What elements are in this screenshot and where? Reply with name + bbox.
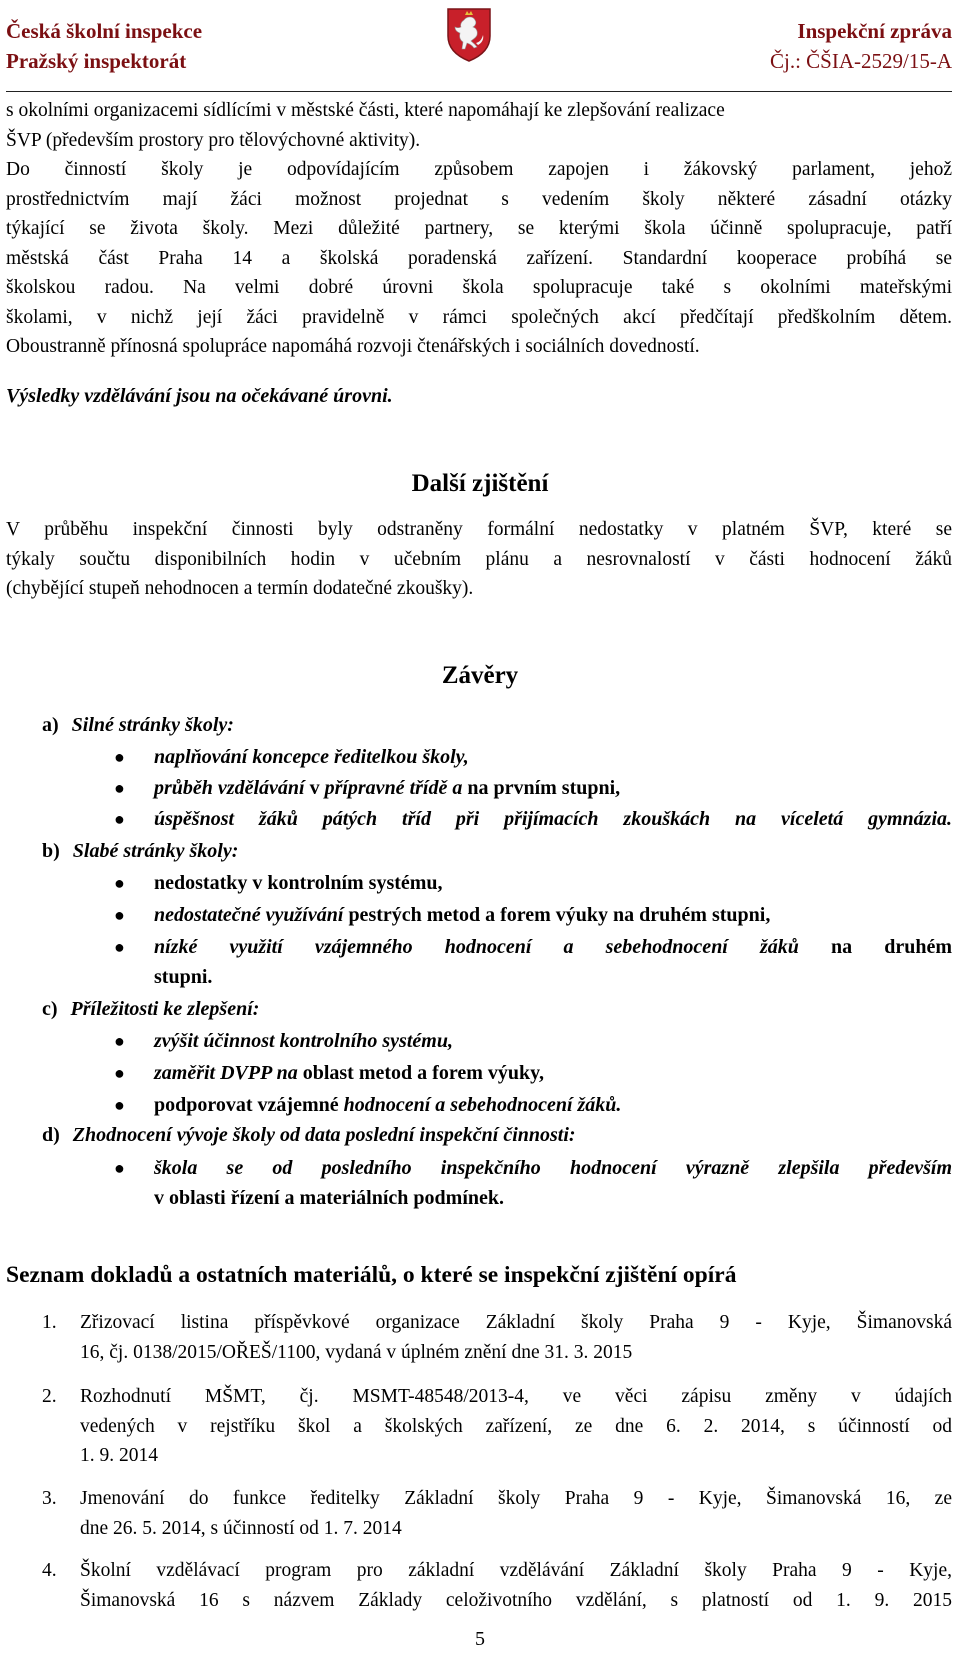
bullet-item	[154, 773, 952, 803]
org-unit: Pražský inspektorát	[6, 49, 187, 73]
bullet-icon: ●	[114, 937, 125, 957]
czech-lion-crest-icon	[445, 6, 493, 62]
section-heading-zavery: Závěry	[441, 662, 519, 689]
text-line: Školní vzdělávací program pro základní vzdělávání Základní školy Praha 9 - Kyje,	[80, 1560, 952, 1581]
section-heading-dalsi-zjisteni: Další zjištění	[411, 470, 549, 497]
bullet-text-italic: nedostatečné využívání	[154, 904, 344, 926]
text-line: stupni.	[154, 966, 213, 988]
list-item	[80, 1382, 952, 1471]
text-line: V průběhu inspekční činnosti byly odstraněny formální nedostatky v platném ŠVP, které se	[6, 519, 952, 540]
text-line: městská část Praha 14 a školská poradenská zařízení. Standardní kooperace probíhá se	[6, 247, 952, 269]
list-label-d	[42, 1120, 576, 1150]
section-heading-seznam: Seznam dokladů a ostatních materiálů, o které se inspekční zjištění opírá	[6, 1262, 737, 1288]
text-line: Rozhodnutí MŠMT, čj. MSMT-48548/2013-4, ve věci zápisu změny v údajích	[80, 1386, 952, 1407]
header-divider	[6, 91, 952, 92]
reference-number: Čj.: ČŠIA-2529/15-A	[769, 49, 952, 73]
label-title: Zhodnocení vývoje školy od data poslední inspekční činnosti:	[72, 1124, 576, 1146]
text-line: úspěšnost žáků pátých tříd při přijímacích zkouškách na víceletá gymnázia.	[154, 808, 952, 830]
label-title: Silné stránky školy:	[71, 714, 234, 736]
list-number: 3.	[42, 1488, 57, 1509]
text-line: škola se od posledního inspekčního hodnocení výrazně zlepšila především	[154, 1157, 952, 1179]
bullet-item: zvýšit účinnost kontrolního systému,	[154, 1030, 453, 1052]
list-label-a	[42, 710, 234, 740]
label-letter: d)	[42, 1124, 60, 1146]
label-letter: a)	[42, 714, 59, 736]
document-type: Inspekční zpráva	[797, 19, 952, 43]
bullet-text-italic: přípravné třídě a	[324, 777, 463, 799]
text-line: vedených v rejstříku škol a školských zařízení, ze dne 6. 2. 2014, s účinností od	[80, 1415, 952, 1437]
list-item	[80, 1308, 952, 1367]
text-line: Šimanovská 16 s názvem Základy celoživotního vzdělání, s platností od 1. 9. 2015	[80, 1589, 952, 1611]
bullet-item: naplňování koncepce ředitelkou školy,	[154, 746, 469, 768]
bullet-text-italic: hodnocení a sebehodnocení žáků.	[343, 1094, 622, 1116]
bullet-icon: ●	[114, 873, 125, 893]
bullet-icon: ●	[114, 809, 125, 829]
dalsi-paragraph	[6, 515, 952, 604]
list-item	[80, 1556, 952, 1615]
text-line: týkající se života školy. Mezi důležité partnery, se kterými škola účinně spolupracuje, patří	[6, 218, 952, 239]
intro-paragraph	[6, 96, 952, 362]
text-line	[154, 932, 952, 962]
org-name: Česká školní inspekce	[6, 19, 203, 43]
list-number: 1.	[42, 1312, 57, 1333]
bullet-icon: ●	[114, 1158, 125, 1178]
text-line: Zřizovací listina příspěvkové organizace Základní školy Praha 9 - Kyje, Šimanovská	[80, 1312, 952, 1333]
text-line: dne 26. 5. 2014, s účinností od 1. 7. 2014	[80, 1517, 402, 1539]
text-line: školami, v nichž její žáci pravidelně v rámci společných akcí předčítají předškolním dětem.	[6, 306, 952, 328]
bullet-text: podporovat vzájemné	[154, 1094, 344, 1116]
text-line: 1. 9. 2014	[80, 1445, 158, 1466]
text-line: ŠVP (především prostory pro tělovýchovné aktivity).	[6, 129, 421, 151]
text-line: Jmenování do funkce ředitelky Základní školy Praha 9 - Kyje, Šimanovská 16, ze	[80, 1488, 952, 1509]
text-line: (chybějící stupeň nehodnocen a termín dodatečné zkoušky).	[6, 578, 474, 599]
page-header	[6, 16, 952, 84]
bullet-item	[154, 1090, 952, 1120]
bullet-text: pestrých metod a forem výuky na druhém stupni,	[343, 904, 771, 926]
label-letter: b)	[42, 840, 60, 862]
bullet-item	[154, 900, 952, 930]
header-document-info	[770, 16, 952, 76]
results-conclusion: Výsledky vzdělávání jsou na očekávané úrovni.	[6, 385, 393, 407]
bullet-icon: ●	[114, 1031, 125, 1051]
page-number: 5	[475, 1628, 485, 1650]
text-line: v oblasti řízení a materiálních podmínek.	[154, 1187, 504, 1209]
bullet-icon: ●	[114, 905, 125, 925]
bullet-item	[154, 804, 952, 834]
list-number: 4.	[42, 1560, 57, 1581]
list-label-b	[42, 836, 238, 866]
bullet-item	[154, 1153, 952, 1213]
bullet-text-italic: průběh vzdělávání	[154, 777, 305, 799]
text-line: Do činností školy je odpovídajícím způsobem zapojen i žákovský parlament, jehož	[6, 159, 952, 180]
bullet-item: nedostatky v kontrolním systému,	[154, 872, 443, 894]
text-line: 16, čj. 0138/2015/OŘEŠ/1100, vydaná v úplném znění dne 31. 3. 2015	[80, 1341, 633, 1363]
bullet-icon: ●	[114, 747, 125, 767]
list-label-c	[42, 994, 259, 1024]
text-line: týkaly součtu disponibilních hodin v učebním plánu a nesrovnalostí v části hodnocení žáků	[6, 548, 952, 570]
bullet-text-italic: zaměřit DVPP na	[154, 1062, 298, 1084]
label-letter: c)	[42, 998, 58, 1020]
text-line: prostřednictvím mají žáci možnost projednat s vedením školy některé zásadní otázky	[6, 188, 952, 210]
list-item	[80, 1484, 952, 1543]
text-line: s okolními organizacemi sídlícími v městské části, které napomáhají ke zlepšování realizace	[6, 100, 725, 121]
bullet-text: na prvním stupni,	[462, 777, 621, 799]
bullet-text: v	[304, 777, 325, 799]
bullet-item	[154, 932, 952, 992]
header-organization	[6, 16, 202, 76]
text-line: Oboustranně přínosná spolupráce napomáhá rozvoji čtenářských i sociálních dovedností.	[6, 336, 700, 357]
bullet-icon: ●	[114, 1063, 125, 1083]
text-line: školskou radou. Na velmi dobré úrovni škola spolupracuje také s okolními mateřskými	[6, 277, 952, 298]
bullet-text-italic: nízké využití vzájemného hodnocení a sebehodnocení žáků	[154, 936, 799, 958]
label-title: Příležitosti ke zlepšení:	[70, 998, 260, 1020]
bullet-text: na druhém	[798, 936, 953, 958]
bullet-text: oblast metod a forem výuky,	[297, 1062, 545, 1084]
label-title: Slabé stránky školy:	[72, 840, 239, 862]
bullet-icon: ●	[114, 1095, 125, 1115]
list-number: 2.	[42, 1386, 57, 1407]
bullet-icon: ●	[114, 778, 125, 798]
bullet-item	[154, 1058, 952, 1088]
